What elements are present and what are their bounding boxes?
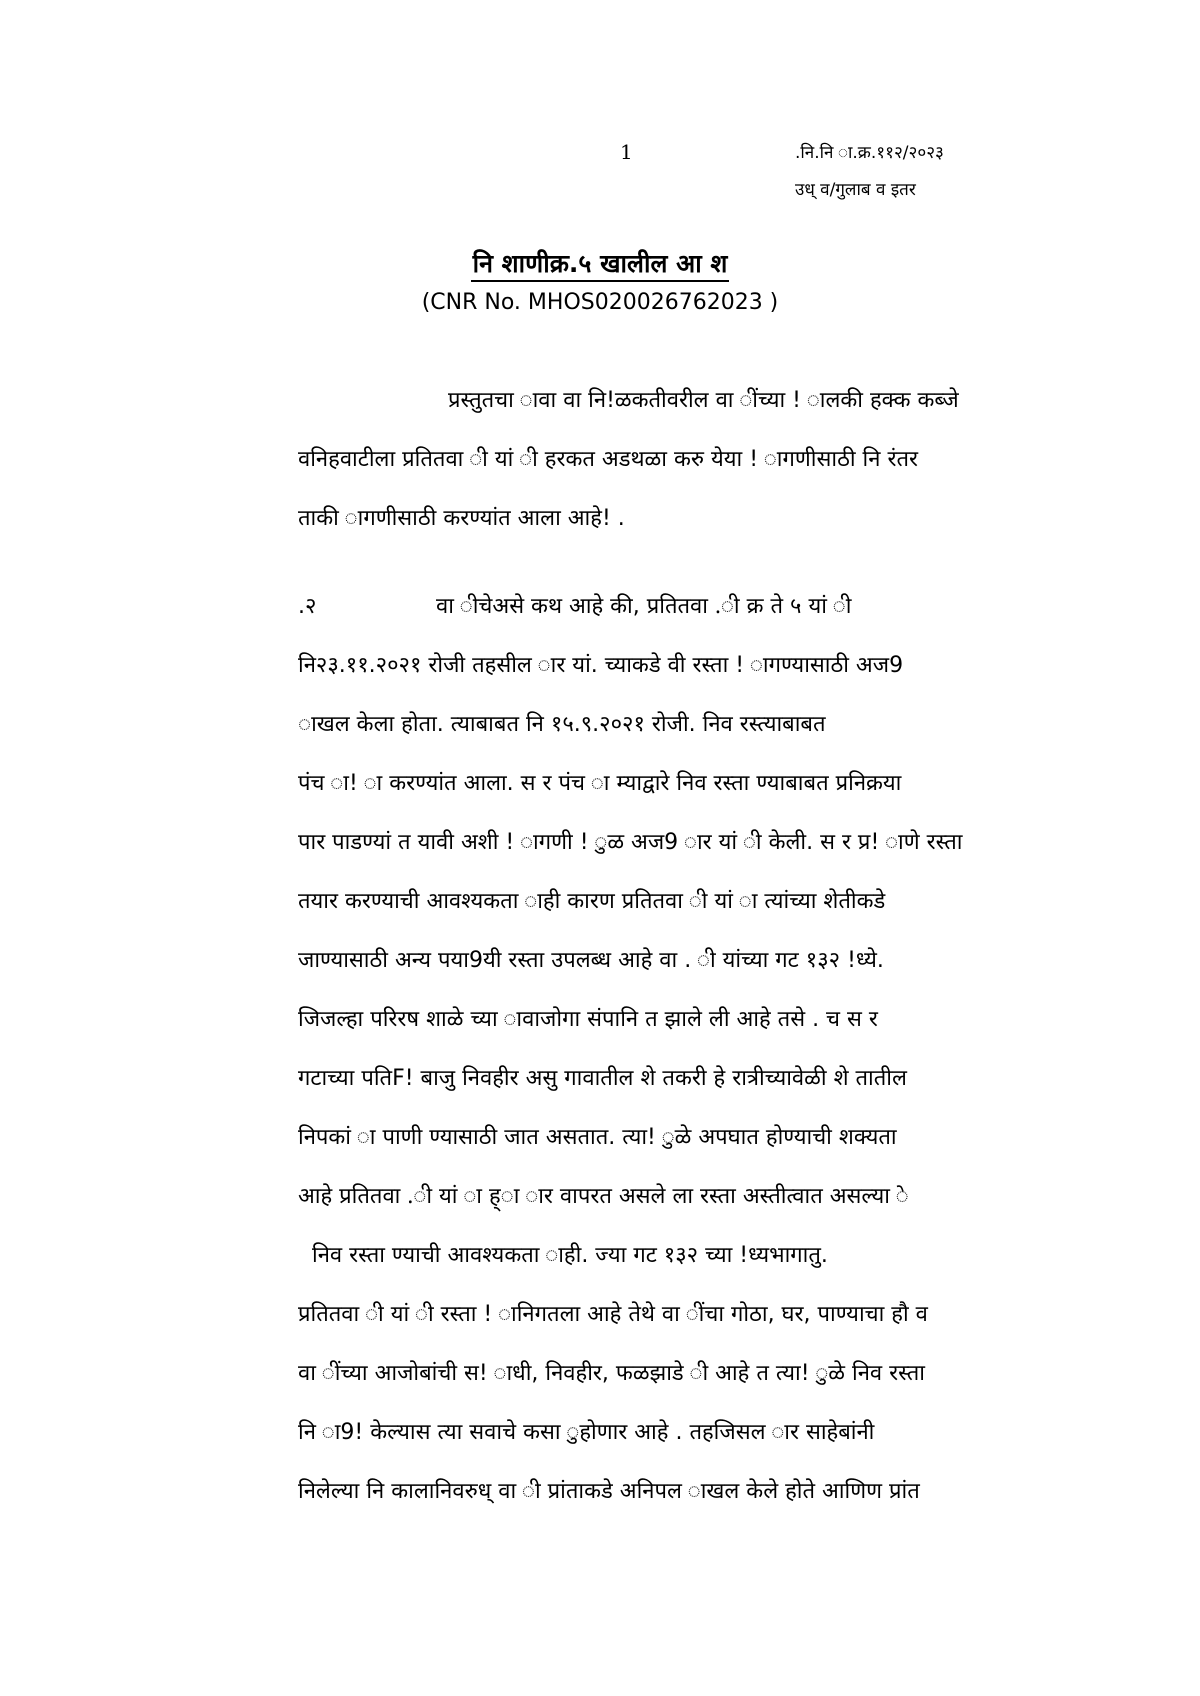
paragraph-1-line: ताकी ागणीसाठी करण्यांत आला आहे! . xyxy=(298,506,625,531)
paragraph-2-line: नि ा9! केल्यास त्या सवाचे कसा ुहोणार आहे . तहजिसल ार साहेबांनी xyxy=(298,1420,875,1445)
page-number: 1 xyxy=(620,140,633,164)
paragraph-2-line: वा ीचेअसे कथ आहे की, प्रतितवा .ी क्र ते ५ यां ी xyxy=(436,594,852,619)
document-title-text: नि शाणीक्र.५ खालील आ श xyxy=(471,249,730,282)
paragraph-2-line: निलेल्या नि कालानिवरुध् वा ी प्रांताकडे अनिपल ाखल केले होते आणिण प्रांत xyxy=(298,1479,920,1504)
paragraph-2-line: जाण्यासाठी अन्य पया9यी रस्ता उपलब्ध आहे वा . ी यांच्या गट १३२ !ध्ये. xyxy=(298,948,884,973)
paragraph-2-line: जिजल्हा परिरष शाळे च्या ावाजोगा संपानि त झाले ली आहे तसे . च स र xyxy=(298,1007,878,1032)
document-title xyxy=(0,246,1200,280)
paragraph-2-line: निपकां ा पाणी ण्यासाठी जात असतात. त्या! ुळे अपघात होण्याची शक्यता xyxy=(298,1125,897,1150)
paragraph-2-line: आहे प्रतितवा .ी यां ा ह्ा ार वापरत असले ला रस्ता अस्तीत्वात असल्या े xyxy=(298,1184,909,1209)
paragraph-2-line: गटाच्या पतिF! बाजु निवहीर असु गावातील शे तकरी हे रात्रीच्यावेळी शे तातील xyxy=(298,1066,907,1091)
paragraph-2-line: प्रतितवा ी यां ी रस्ता ! ानिगतला आहे तेथे वा ींचा गोठा, घर, पाण्याचा हौ व xyxy=(298,1302,928,1327)
paragraph-2-line: पार पाडण्यां त यावी अशी ! ागणी ! ुळ अज9 ार यां ी केली. स र प्र! ाणे रस्ता xyxy=(298,830,963,855)
paragraph-2-line: वा ींच्या आजोबांची स! ाधी, निवहीर, फळझाडे ी आहे त त्या! ुळे निव रस्ता xyxy=(298,1361,925,1386)
case-parties: उध् व/गुलाब व इतर xyxy=(795,180,916,200)
paragraph-2-line: ाखल केला होता. त्याबाबत नि १५.९.२०२१ रोजी. निव रस्त्याबाबत xyxy=(298,712,826,737)
paragraph-2-line: तयार करण्याची आवश्यकता ाही कारण प्रतितवा ी यां ा त्यांच्या शेतीकडे xyxy=(298,889,886,914)
paragraph-1-line: वनिहवाटीला प्रतितवा ी यां ी हरकत अडथळा करु येया ! ागणीसाठी नि रंतर xyxy=(298,447,918,472)
paragraph-2-line: निव रस्ता ण्याची आवश्यकता ाही. ज्या गट १३२ च्या !ध्यभागातु. xyxy=(312,1243,828,1268)
paragraph-1-line: प्रस्तुतचा ावा वा नि!ळकतीवरील वा ींच्या ! ालकी हक्क कब्जे xyxy=(448,388,959,413)
paragraph-2-line: नि२३.११.२०२१ रोजी तहसील ार यां. च्याकडे वी रस्ता ! ागण्यासाठी अज9 xyxy=(298,653,904,678)
case-reference: .नि.नि ा.क्र.११२/२०२३ xyxy=(795,143,944,163)
paragraph-2-number: .२ xyxy=(298,594,317,619)
paragraph-2-line: पंच ा! ा करण्यांत आला. स र पंच ा म्याद्वारे निव रस्ता ण्याबाबत प्रनिक्रया xyxy=(298,771,902,796)
cnr-number: (CNR No. MHOS020026762023 ) xyxy=(421,290,779,315)
